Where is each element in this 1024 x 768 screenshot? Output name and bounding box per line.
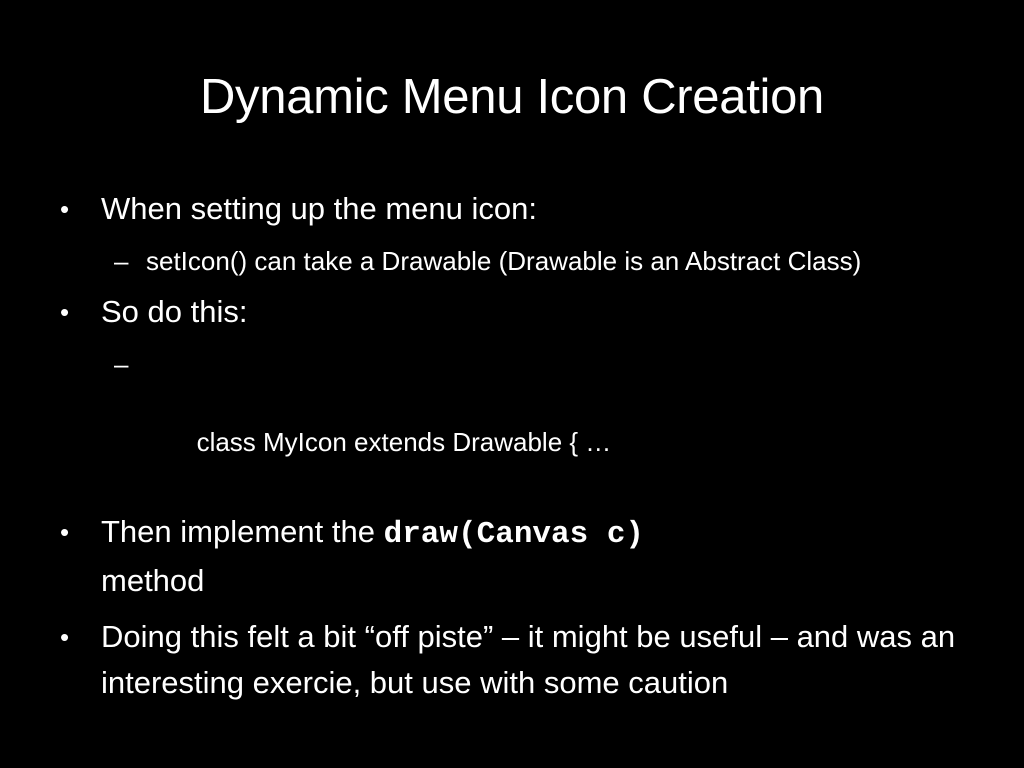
bullet-text-before: Then implement the: [101, 514, 384, 549]
bullet-item: [58, 289, 978, 335]
bullet-item: [58, 186, 978, 232]
bullet-text: So do this:: [101, 294, 248, 329]
dash-icon: –: [114, 349, 129, 379]
code-snippet: draw(Canvas c): [383, 517, 645, 552]
sub-bullet-text: setIcon() can take a Drawable (Drawable is an Abstract Class): [146, 246, 862, 276]
sub-bullet-text: class MyIcon extends Drawable { …: [189, 427, 612, 457]
bullet-icon: •: [60, 517, 70, 547]
bullet-text: When setting up the menu icon:: [101, 191, 537, 226]
bullet-text-after: method: [101, 563, 205, 598]
bullet-icon: •: [60, 194, 70, 224]
sub-bullet-item: [58, 242, 978, 281]
slide-content: [58, 186, 978, 716]
dash-icon: –: [114, 246, 129, 276]
sub-bullet-item: [58, 345, 978, 501]
bullet-item: [58, 509, 978, 604]
bullet-text: Doing this felt a bit “off piste” – it might be useful – and was an interesting exercie, but use with some caution: [101, 619, 956, 700]
bullet-icon: •: [60, 622, 70, 652]
bullet-icon: •: [60, 297, 70, 327]
slide-title: Dynamic Menu Icon Creation: [199, 70, 825, 124]
bullet-item: [58, 614, 978, 706]
